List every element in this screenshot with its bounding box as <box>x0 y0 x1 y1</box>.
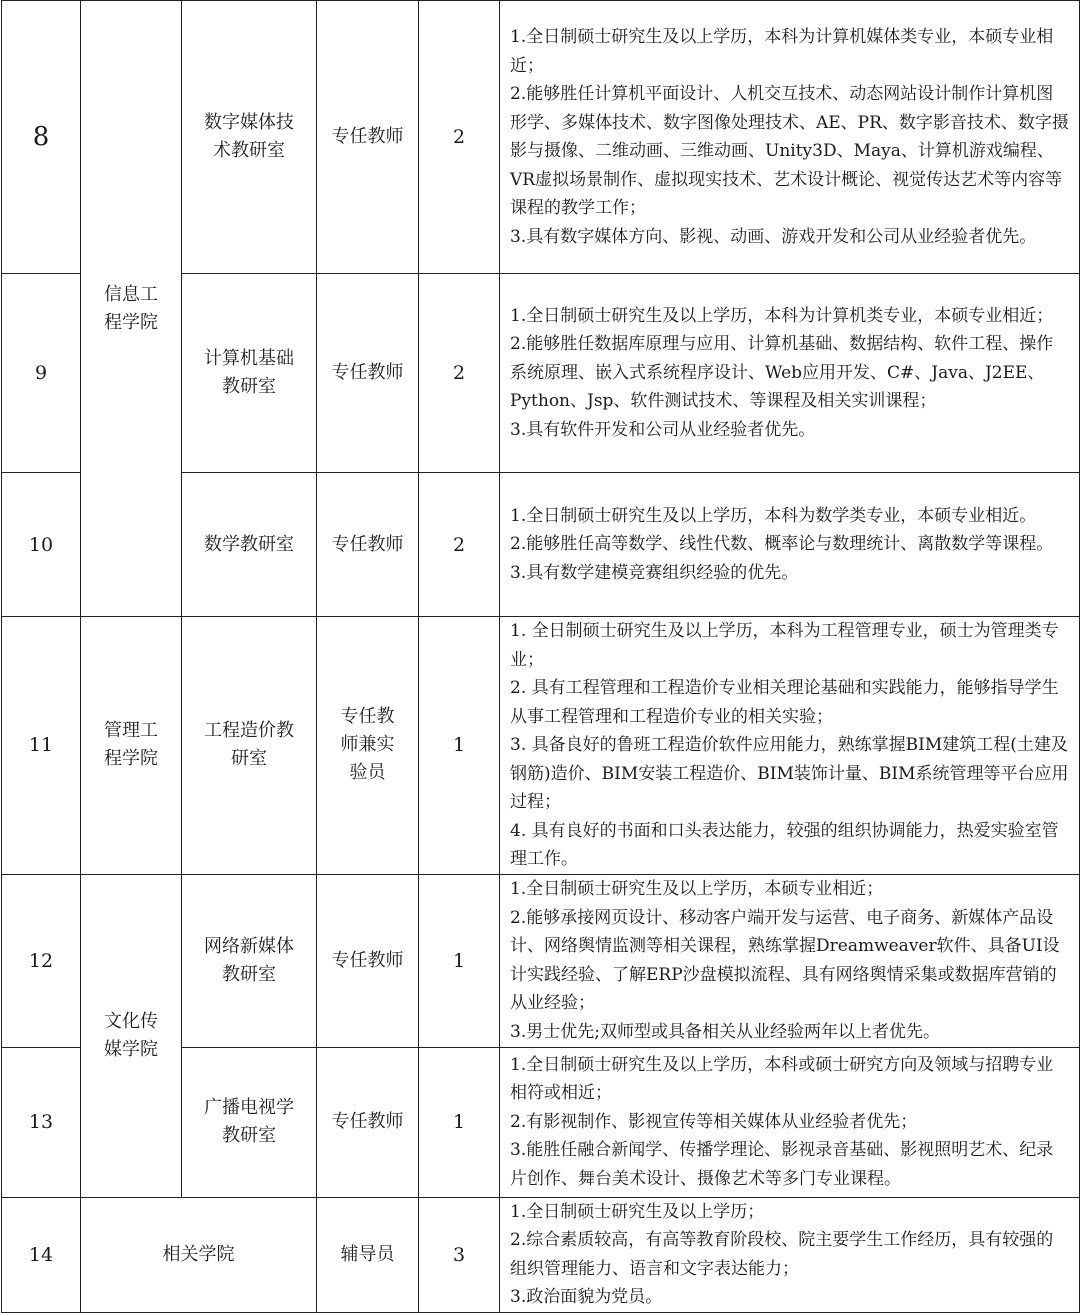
requirement-item: 2.能够承接网页设计、移动客户端开发与运营、电子商务、新媒体产品设计、网络舆情监测等相关课程，熟练掌握Dreamweaver软件、具备UI设计实践经验、了解ERP沙盘模拟流程、具有网络舆情采集或数据库营销的从业经验； <box>510 907 1060 1013</box>
table-row <box>2 1197 1080 1312</box>
requirements-cell <box>500 274 1080 473</box>
requirement-item: 2.能够胜任计算机平面设计、人机交互技术、动态网站设计制作计算机图形学、多媒体技术、数字图像处理技术、AE、PR、数字影音技术、数字摄影与摄像、二维动画、三维动画、Unity3D、Maya、计算机游戏编程、VR虚拟场景制作、虚拟现实技术、艺术设计概论、视觉传达艺术等内容等课程的教学工作； <box>510 84 1069 218</box>
college-cell: 相关学院 <box>81 1197 317 1312</box>
requirement-item: 3.政治面貌为党员。 <box>510 1287 663 1307</box>
requirement-item: 3.能胜任融合新闻学、传播学理论、影视录音基础、影视照明艺术、纪录片创作、舞台美术设计、摄像艺术等多门专业课程。 <box>510 1140 1054 1189</box>
requirement-item: 2.能够胜任数据库原理与应用、计算机基础、数据结构、软件工程、操作系统原理、嵌入式系统程序设计、Web应用开发、C#、Java、J2EE、Python、Jsp、软件测试技术、等课程及相关实训课程； <box>510 334 1054 412</box>
requirement-item: 3.具有数学建模竞赛组织经验的优先。 <box>510 562 799 583</box>
requirement-item: 2.能够胜任高等数学、线性代数、概率论与数理统计、离散数学等课程。 <box>510 534 1054 555</box>
requirements-cell <box>500 874 1080 1047</box>
row-number: 10 <box>2 473 81 617</box>
requirement-item: 4. 具有良好的书面和口头表达能力，较强的组织协调能力，热爱实验室管理工作。 <box>510 820 1059 869</box>
position-cell: 专任教师 <box>317 274 419 473</box>
requirement-item: 3. 具备良好的鲁班工程造价软件应用能力，熟练掌握BIM建筑工程(土建及钢筋)造价、BIM安装工程造价、BIM装饰计量、BIM系统管理等平台应用过程； <box>510 735 1069 812</box>
requirements-cell <box>500 1197 1080 1312</box>
position-cell: 辅导员 <box>317 1197 419 1312</box>
department-cell: 广播电视学教研室 <box>182 1047 317 1197</box>
requirement-item: 1.全日制硕士研究生及以上学历，本科或硕士研究方向及领域与招聘专业相符或相近； <box>510 1054 1054 1104</box>
headcount-cell: 1 <box>419 617 500 875</box>
requirements-cell <box>500 473 1080 617</box>
row-number: 14 <box>2 1197 81 1312</box>
row-number: 9 <box>2 274 81 473</box>
position-cell: 专任教师 <box>317 1047 419 1197</box>
row-number: 8 <box>2 1 81 274</box>
requirement-item: 1.全日制硕士研究生及以上学历； <box>510 1201 765 1222</box>
department-cell: 数学教研室 <box>182 473 317 617</box>
requirement-item: 3.男士优先;双师型或具备相关从业经验两年以上者优先。 <box>510 1021 940 1042</box>
college-cell: 信息工程学院 <box>81 1 182 617</box>
headcount-cell: 2 <box>419 274 500 473</box>
department-cell: 网络新媒体教研室 <box>182 874 317 1047</box>
position-cell: 专任教师 <box>317 1 419 274</box>
table-row <box>2 874 1080 1047</box>
table-row <box>2 617 1080 875</box>
requirement-item: 1.全日制硕士研究生及以上学历，本硕专业相近； <box>510 879 884 899</box>
requirements-cell <box>500 617 1080 875</box>
headcount-cell: 2 <box>419 473 500 617</box>
recruitment-table <box>1 0 1080 1313</box>
department-cell: 数字媒体技术教研室 <box>182 1 317 274</box>
requirement-item: 1.全日制硕士研究生及以上学历，本科为计算机媒体类专业，本硕专业相近； <box>510 27 1054 76</box>
requirement-item: 3.具有软件开发和公司从业经验者优先。 <box>510 419 816 440</box>
college-cell: 管理工程学院 <box>81 617 182 875</box>
position-cell: 专任教师 <box>317 874 419 1047</box>
requirement-item: 2.综合素质较高，有高等教育阶段校、院主要学生工作经历，具有较强的组织管理能力、语言和文字表达能力； <box>510 1230 1054 1279</box>
requirement-item: 1.全日制硕士研究生及以上学历，本科为数学类专业，本硕专业相近。 <box>510 505 1037 526</box>
headcount-cell: 1 <box>419 1047 500 1197</box>
requirements-cell <box>500 1 1080 274</box>
requirement-item: 2.有影视制作、影视宣传等相关媒体从业经验者优先； <box>510 1111 918 1132</box>
position-cell: 专任教师兼实验员 <box>317 617 419 875</box>
department-cell: 计算机基础教研室 <box>182 274 317 473</box>
row-number: 12 <box>2 874 81 1047</box>
row-number: 13 <box>2 1047 81 1197</box>
headcount-cell: 1 <box>419 874 500 1047</box>
college-cell: 文化传媒学院 <box>81 874 182 1197</box>
position-cell: 专任教师 <box>317 473 419 617</box>
row-number: 11 <box>2 617 81 875</box>
requirements-cell <box>500 1047 1080 1197</box>
requirement-item: 1. 全日制硕士研究生及以上学历，本科为工程管理专业，硕士为管理类专业； <box>510 621 1059 670</box>
headcount-cell: 3 <box>419 1197 500 1312</box>
requirement-item: 1.全日制硕士研究生及以上学历，本科为计算机类专业，本硕专业相近； <box>510 305 1054 326</box>
table-row <box>2 1 1080 274</box>
requirement-item: 2. 具有工程管理和工程造价专业相关理论基础和实践能力，能够指导学生从事工程管理和工程造价专业的相关实验； <box>510 678 1059 727</box>
headcount-cell: 2 <box>419 1 500 274</box>
department-cell: 工程造价教研室 <box>182 617 317 875</box>
requirement-item: 3.具有数字媒体方向、影视、动画、游戏开发和公司从业经验者优先。 <box>510 226 1037 247</box>
